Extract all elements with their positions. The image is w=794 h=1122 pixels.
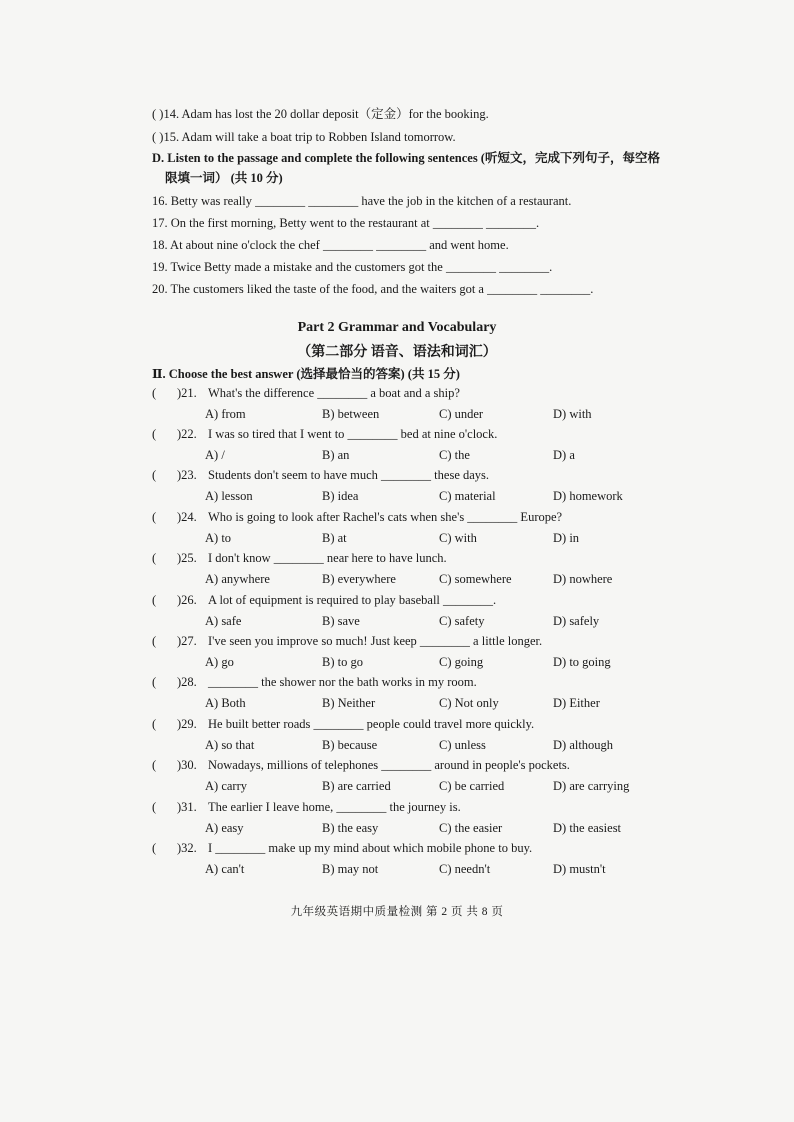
- question-row: [152, 839, 672, 857]
- option-a: A) carry: [205, 779, 247, 793]
- question-row: [152, 756, 672, 774]
- option-b: B) Neither: [322, 696, 376, 710]
- option-c: C) needn't: [439, 862, 491, 876]
- option-b: B) save: [322, 614, 360, 628]
- option-c: C) under: [439, 407, 484, 421]
- question-number: )32.: [177, 841, 197, 855]
- question-row: [152, 466, 672, 484]
- option-c: C) with: [439, 531, 477, 545]
- question-number: )24.: [177, 510, 197, 524]
- section-d-instruction-line1: D. Listen to the passage and complete the following sentences (听短文，完成下列句子，每空格: [152, 151, 660, 165]
- question-text: I was so tired that I went to ________ bed at nine o'clock.: [208, 427, 498, 441]
- answer-paren: (: [152, 551, 157, 565]
- question-row: [152, 549, 672, 567]
- options-row: [205, 653, 675, 671]
- option-a: A) can't: [205, 862, 245, 876]
- question-19: 19. Twice Betty made a mistake and the customers got the ________ ________.: [152, 260, 553, 274]
- question-14: ( )14. Adam has lost the 20 dollar deposit（定金）for the booking.: [152, 107, 489, 121]
- options-row: [205, 736, 675, 754]
- page-footer: 九年级英语期中质量检测 第 2 页 共 8 页: [290, 906, 504, 918]
- options-row: [205, 612, 675, 630]
- question-text: Who is going to look after Rachel's cats when she's ________ Europe?: [208, 510, 563, 524]
- question-number: )21.: [177, 386, 197, 400]
- question-20: 20. The customers liked the taste of the food, and the waiters got a ________ ________.: [152, 282, 594, 296]
- option-d: D) with: [553, 407, 592, 421]
- option-d: D) mustn't: [553, 862, 606, 876]
- option-d: D) homework: [553, 489, 623, 503]
- options-row: [205, 819, 675, 837]
- option-d: D) in: [553, 531, 580, 545]
- question-18: 18. At about nine o'clock the chef ________ ________ and went home.: [152, 238, 509, 252]
- question-text: ________ the shower nor the bath works in my room.: [208, 675, 477, 689]
- part2-subtitle: （第二部分 语音、语法和词汇）: [297, 345, 497, 360]
- answer-paren: (: [152, 593, 157, 607]
- question-text: I've seen you improve so much! Just keep ________ a little longer.: [208, 634, 543, 648]
- options-row: [205, 405, 675, 423]
- option-c: C) the: [439, 448, 470, 462]
- option-b: B) to go: [322, 655, 363, 669]
- option-c: C) the easier: [439, 821, 503, 835]
- answer-paren: (: [152, 717, 157, 731]
- question-number: )30.: [177, 758, 197, 772]
- question-text: The earlier I leave home, ________ the journey is.: [208, 800, 461, 814]
- question-number: )29.: [177, 717, 197, 731]
- option-b: B) may not: [322, 862, 379, 876]
- option-a: A) safe: [205, 614, 242, 628]
- answer-paren: (: [152, 758, 157, 772]
- option-a: A) anywhere: [205, 572, 270, 586]
- question-text: What's the difference ________ a boat and a ship?: [208, 386, 460, 400]
- options-row: [205, 487, 675, 505]
- option-d: D) to going: [553, 655, 611, 669]
- section-d-instruction-line2: 限填一词） (共 10 分): [165, 171, 283, 185]
- question-text: I ________ make up my mind about which mobile phone to buy.: [208, 841, 533, 855]
- option-a: A) easy: [205, 821, 244, 835]
- option-a: A) /: [205, 448, 225, 462]
- option-d: D) although: [553, 738, 614, 752]
- question-16: 16. Betty was really ________ ________ have the job in the kitchen of a restaurant.: [152, 194, 572, 208]
- question-17: 17. On the first morning, Betty went to the restaurant at ________ ________.: [152, 216, 540, 230]
- option-c: C) safety: [439, 614, 485, 628]
- question-text: A lot of equipment is required to play baseball ________.: [208, 593, 497, 607]
- answer-paren: (: [152, 510, 157, 524]
- options-row: [205, 570, 675, 588]
- option-c: C) material: [439, 489, 496, 503]
- option-b: B) are carried: [322, 779, 391, 793]
- option-c: C) Not only: [439, 696, 499, 710]
- question-number: )31.: [177, 800, 197, 814]
- question-15: ( )15. Adam will take a boat trip to Robben Island tomorrow.: [152, 130, 456, 144]
- part2-title: Part 2 Grammar and Vocabulary: [297, 320, 497, 335]
- option-b: B) because: [322, 738, 378, 752]
- option-a: A) Both: [205, 696, 246, 710]
- answer-paren: (: [152, 386, 157, 400]
- question-row: [152, 425, 672, 443]
- answer-paren: (: [152, 468, 157, 482]
- option-a: A) so that: [205, 738, 255, 752]
- question-number: )28.: [177, 675, 197, 689]
- option-a: A) from: [205, 407, 246, 421]
- option-c: C) be carried: [439, 779, 505, 793]
- option-c: C) unless: [439, 738, 486, 752]
- answer-paren: (: [152, 675, 157, 689]
- option-a: A) go: [205, 655, 234, 669]
- question-row: [152, 591, 672, 609]
- option-b: B) the easy: [322, 821, 379, 835]
- option-a: A) to: [205, 531, 232, 545]
- option-d: D) a: [553, 448, 575, 462]
- option-d: D) nowhere: [553, 572, 613, 586]
- options-row: [205, 446, 675, 464]
- question-row: [152, 508, 672, 526]
- options-row: [205, 860, 675, 878]
- option-b: B) idea: [322, 489, 359, 503]
- answer-paren: (: [152, 841, 157, 855]
- option-d: D) the easiest: [553, 821, 622, 835]
- option-b: B) between: [322, 407, 380, 421]
- options-row: [205, 694, 675, 712]
- answer-paren: (: [152, 634, 157, 648]
- question-number: )27.: [177, 634, 197, 648]
- question-number: )22.: [177, 427, 197, 441]
- options-row: [205, 529, 675, 547]
- option-d: D) are carrying: [553, 779, 630, 793]
- question-number: )26.: [177, 593, 197, 607]
- question-text: Students don't seem to have much ________ these days.: [208, 468, 490, 482]
- question-row: [152, 715, 672, 733]
- question-number: )23.: [177, 468, 197, 482]
- option-d: D) Either: [553, 696, 600, 710]
- question-row: [152, 798, 672, 816]
- option-b: B) everywhere: [322, 572, 396, 586]
- option-b: B) an: [322, 448, 350, 462]
- section-ii-heading: Ⅱ. Choose the best answer (选择最恰当的答案) (共 15 分): [152, 367, 460, 381]
- question-row: [152, 632, 672, 650]
- question-text: I don't know ________ near here to have lunch.: [208, 551, 447, 565]
- option-b: B) at: [322, 531, 347, 545]
- question-row: [152, 384, 672, 402]
- question-text: Nowadays, millions of telephones ________ around in people's pockets.: [208, 758, 570, 772]
- question-text: He built better roads ________ people could travel more quickly.: [208, 717, 535, 731]
- option-c: C) somewhere: [439, 572, 512, 586]
- answer-paren: (: [152, 427, 157, 441]
- answer-paren: (: [152, 800, 157, 814]
- option-d: D) safely: [553, 614, 600, 628]
- question-number: )25.: [177, 551, 197, 565]
- options-row: [205, 777, 675, 795]
- option-a: A) lesson: [205, 489, 253, 503]
- option-c: C) going: [439, 655, 484, 669]
- question-row: [152, 673, 672, 691]
